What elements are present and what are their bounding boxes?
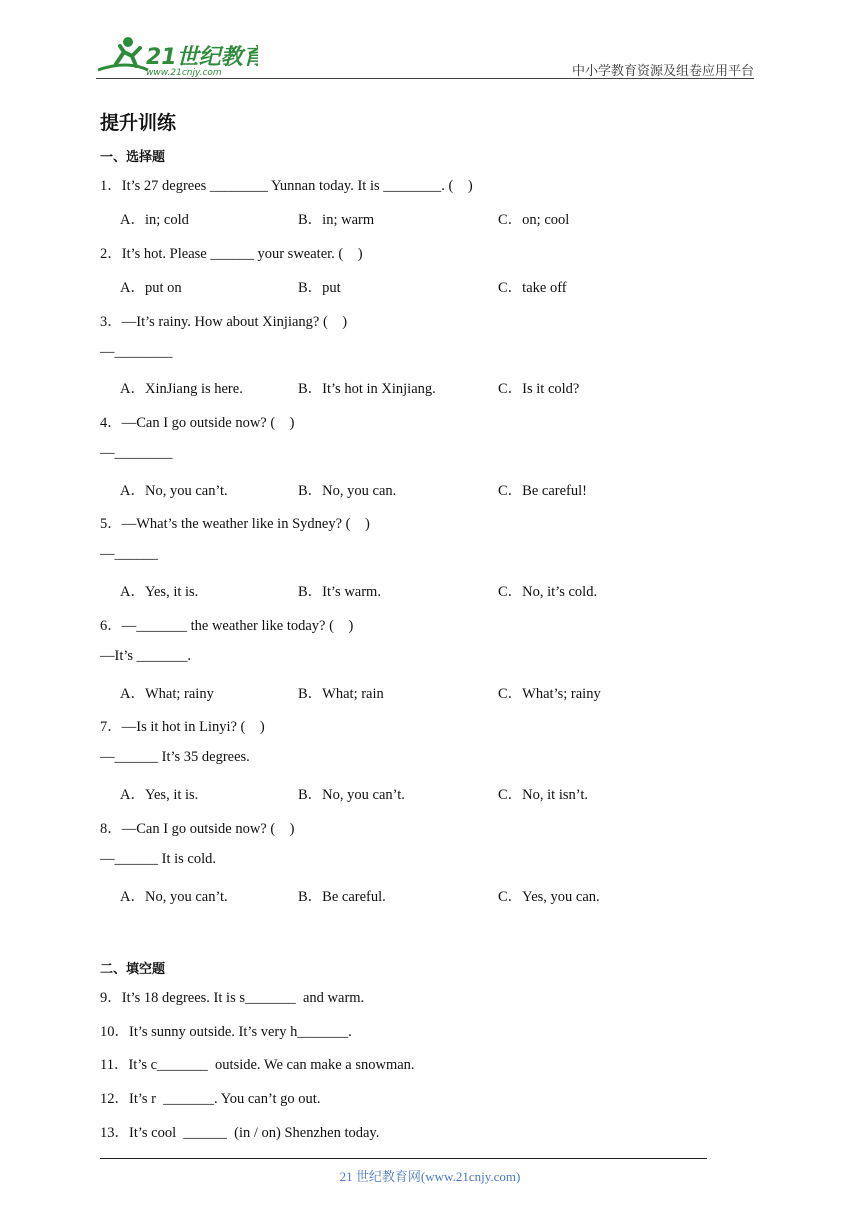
- q8-option-c: C．Yes, you can.: [498, 889, 600, 905]
- platform-name: 中小学教育资源及组卷应用平台: [571, 64, 754, 79]
- question-5: 5．—What’s the weather like in Sydney? ( ): [100, 516, 370, 532]
- footer-link[interactable]: 21 世纪教育网(www.21cnjy.com): [339, 1169, 521, 1184]
- header-divider: [96, 78, 754, 79]
- q7-reply: —______ It’s 35 degrees.: [100, 749, 250, 765]
- q7-option-c: C．No, it isn’t.: [498, 787, 588, 803]
- q1-option-b: B．in; warm: [298, 212, 375, 228]
- q8-option-b: B．Be careful.: [298, 889, 386, 905]
- question-3: 3．—It’s rainy. How about Xinjiang? ( ): [100, 314, 348, 330]
- q4-option-a: A．No, you can’t.: [120, 483, 228, 499]
- q2-option-b: B．put: [298, 280, 341, 296]
- q4-option-b: B．No, you can.: [298, 483, 397, 499]
- q1-option-c: C．on; cool: [498, 212, 570, 228]
- question-6: 6．—_______ the weather like today? ( ): [100, 618, 354, 634]
- q3-option-c: C．Is it cold?: [498, 381, 580, 397]
- section-heading-fill: 二、填空题: [100, 962, 166, 977]
- logo-url: www.21cnjy.com: [146, 68, 222, 78]
- question-9: 9．It’s 18 degrees. It is s_______ and warm.: [100, 990, 365, 1006]
- q7-option-b: B．No, you can’t.: [298, 787, 405, 803]
- q4-option-c: C．Be careful!: [498, 483, 587, 499]
- q1-option-a: A．in; cold: [120, 212, 189, 228]
- question-10: 10．It’s sunny outside. It’s very h_______.: [100, 1024, 352, 1040]
- question-4: 4．—Can I go outside now? ( ): [100, 415, 295, 431]
- q5-option-a: A．Yes, it is.: [120, 584, 199, 600]
- section-heading-choice: 一、选择题: [100, 150, 166, 165]
- q6-reply: —It’s _______.: [100, 648, 192, 664]
- q6-option-b: B．What; rain: [298, 686, 384, 702]
- q3-reply: —________: [100, 344, 173, 360]
- site-logo: [96, 34, 258, 78]
- q8-reply: —______ It is cold.: [100, 851, 216, 867]
- q5-reply: —______: [100, 546, 158, 562]
- question-7: 7．—Is it hot in Linyi? ( ): [100, 719, 265, 735]
- q2-option-a: A．put on: [120, 280, 182, 296]
- q5-option-b: B．It’s warm.: [298, 584, 381, 600]
- q5-option-c: C．No, it’s cold.: [498, 584, 598, 600]
- q6-option-c: C．What’s; rainy: [498, 686, 601, 702]
- question-8: 8．—Can I go outside now? ( ): [100, 821, 295, 837]
- q6-option-a: A．What; rainy: [120, 686, 214, 702]
- logo-text: 21世纪教育: [146, 45, 258, 70]
- q7-option-a: A．Yes, it is.: [120, 787, 199, 803]
- q8-option-a: A．No, you can’t.: [120, 889, 228, 905]
- footer-divider: [100, 1158, 707, 1159]
- question-1: 1．It’s 27 degrees ________ Yunnan today. It is ________. ( ): [100, 178, 473, 194]
- q2-option-c: C．take off: [498, 280, 567, 296]
- question-12: 12．It’s r _______. You can’t go out.: [100, 1091, 321, 1107]
- page-title: 提升训练: [100, 112, 177, 134]
- q4-reply: —________: [100, 445, 173, 461]
- question-11: 11．It’s c_______ outside. We can make a snowman.: [100, 1057, 415, 1073]
- q3-option-a: A．XinJiang is here.: [120, 381, 243, 397]
- question-2: 2．It’s hot. Please ______ your sweater. ( ): [100, 246, 363, 262]
- question-13: 13．It’s cool ______ (in / on) Shenzhen today.: [100, 1125, 380, 1141]
- q3-option-b: B．It’s hot in Xinjiang.: [298, 381, 436, 397]
